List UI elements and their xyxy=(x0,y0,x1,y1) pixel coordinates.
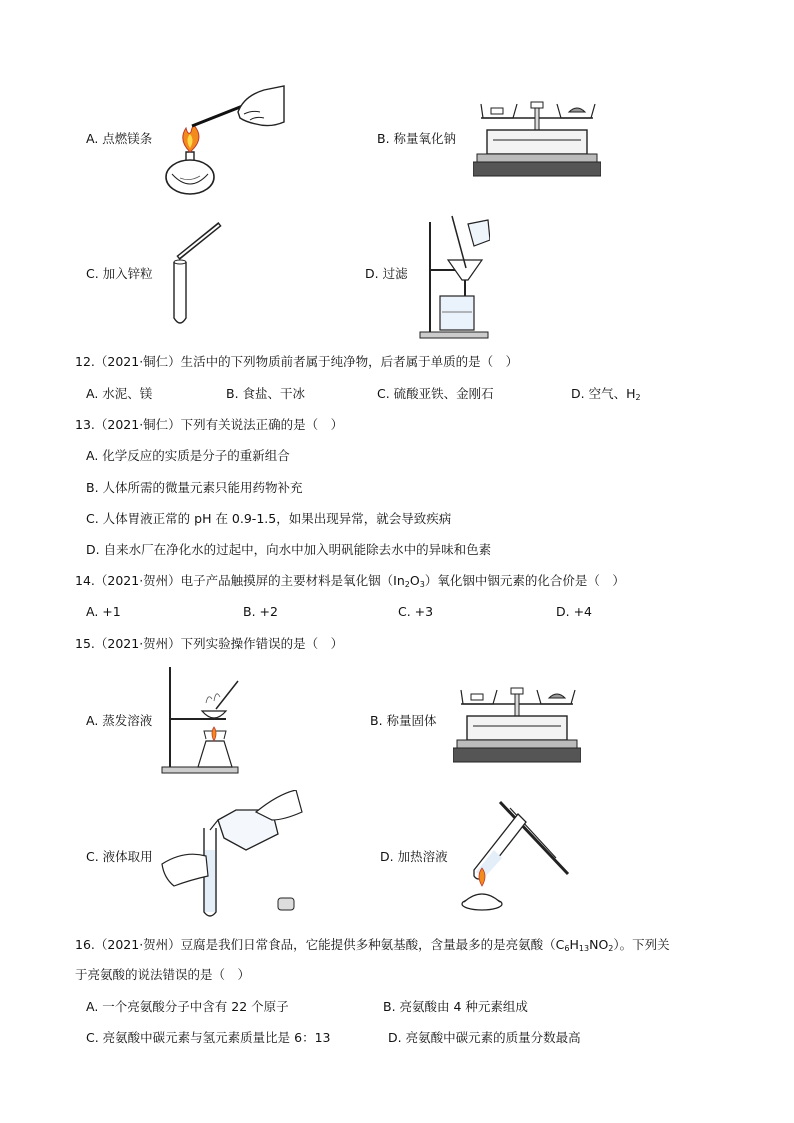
q11-option-d: D. 过滤 xyxy=(365,266,408,281)
q14-option-d: D. +4 xyxy=(556,604,592,619)
q16-stem-part3: NO xyxy=(589,937,609,952)
q16-option-b: B. 亮氨酸由 4 种元素组成 xyxy=(383,999,528,1014)
q11-option-c: C. 加入锌粒 xyxy=(86,266,153,281)
q12-option-a: A. 水泥、镁 xyxy=(86,386,153,401)
q13-option-c: C. 人体胃液正常的 pH 在 0.9-1.5，如果出现异常，就会导致疾病 xyxy=(86,511,452,526)
q13-option-a: A. 化学反应的实质是分子的重新组合 xyxy=(86,448,290,463)
q12-option-d-text: D. 空气、H xyxy=(571,386,636,401)
q15-stem: 15.（2021·贺州）下列实验操作错误的是（ ） xyxy=(75,636,344,651)
q12-option-d xyxy=(571,386,641,402)
pouring-liquid-into-test-tube-illustration xyxy=(160,790,304,920)
q11-option-b: B. 称量氧化钠 xyxy=(377,131,457,146)
test-tube-adding-zinc-illustration xyxy=(170,220,226,330)
q16-stem-part1: 16.（2021·贺州）豆腐是我们日常食品，它能提供多种氨基酸，含量最多的是亮氨酸（C xyxy=(75,937,565,952)
q14-option-c: C. +3 xyxy=(398,604,434,619)
balance-scale-weighing-illustration xyxy=(473,96,601,180)
q12-option-c: C. 硫酸亚铁、金刚石 xyxy=(377,386,494,401)
q12-option-b: B. 食盐、干冰 xyxy=(226,386,306,401)
q16-sub-c: 6 xyxy=(564,944,570,953)
q14-stem-part1: 14.（2021·贺州）电子产品触摸屏的主要材料是氧化铟（In xyxy=(75,573,405,588)
q15-option-b: B. 称量固体 xyxy=(370,713,437,728)
q14-option-a: A. +1 xyxy=(86,604,121,619)
balance-scale-weighing-solid-illustration xyxy=(453,682,581,766)
q15-option-d: D. 加热溶液 xyxy=(380,849,448,864)
filtration-apparatus-illustration xyxy=(418,212,490,340)
q15-option-c: C. 液体取用 xyxy=(86,849,153,864)
q12-option-d-subscript: 2 xyxy=(635,393,641,402)
evaporating-dish-on-stand-illustration xyxy=(160,663,240,775)
q16-stem-part2: H xyxy=(569,937,579,952)
alcohol-lamp-lighting-magnesium-illustration xyxy=(160,82,285,200)
q14-stem-part2: O xyxy=(409,573,420,588)
q11-option-a: A. 点燃镁条 xyxy=(86,131,153,146)
q13-option-d: D. 自来水厂在净化水的过起中，向水中加入明矾能除去水中的异味和色素 xyxy=(86,542,492,557)
q14-stem-part3: ）氧化铟中铟元素的化合价是（ ） xyxy=(424,573,625,588)
q16-stem-line1 xyxy=(75,937,670,953)
q13-option-b: B. 人体所需的微量元素只能用药物补充 xyxy=(86,480,303,495)
heating-test-tube-illustration xyxy=(460,800,570,912)
q16-stem-part4: ）。下列关 xyxy=(613,937,670,952)
q16-option-a: A. 一个亮氨酸分子中含有 22 个原子 xyxy=(86,999,289,1014)
q16-sub-o: 2 xyxy=(608,944,614,953)
q16-option-c: C. 亮氨酸中碳元素与氢元素质量比是 6：13 xyxy=(86,1030,331,1045)
q15-option-a: A. 蒸发溶液 xyxy=(86,713,153,728)
q14-option-b: B. +2 xyxy=(243,604,278,619)
q12-stem: 12.（2021·铜仁）生活中的下列物质前者属于纯净物，后者属于单质的是（ ） xyxy=(75,354,519,369)
q14-stem-sub1: 2 xyxy=(404,580,410,589)
q16-stem-line2: 于亮氨酸的说法错误的是（ ） xyxy=(75,967,251,982)
q14-stem xyxy=(75,573,625,589)
q13-stem: 13.（2021·铜仁）下列有关说法正确的是（ ） xyxy=(75,417,344,432)
q16-sub-h: 13 xyxy=(578,944,590,953)
q14-stem-sub2: 3 xyxy=(419,580,425,589)
q16-option-d: D. 亮氨酸中碳元素的质量分数最高 xyxy=(388,1030,581,1045)
